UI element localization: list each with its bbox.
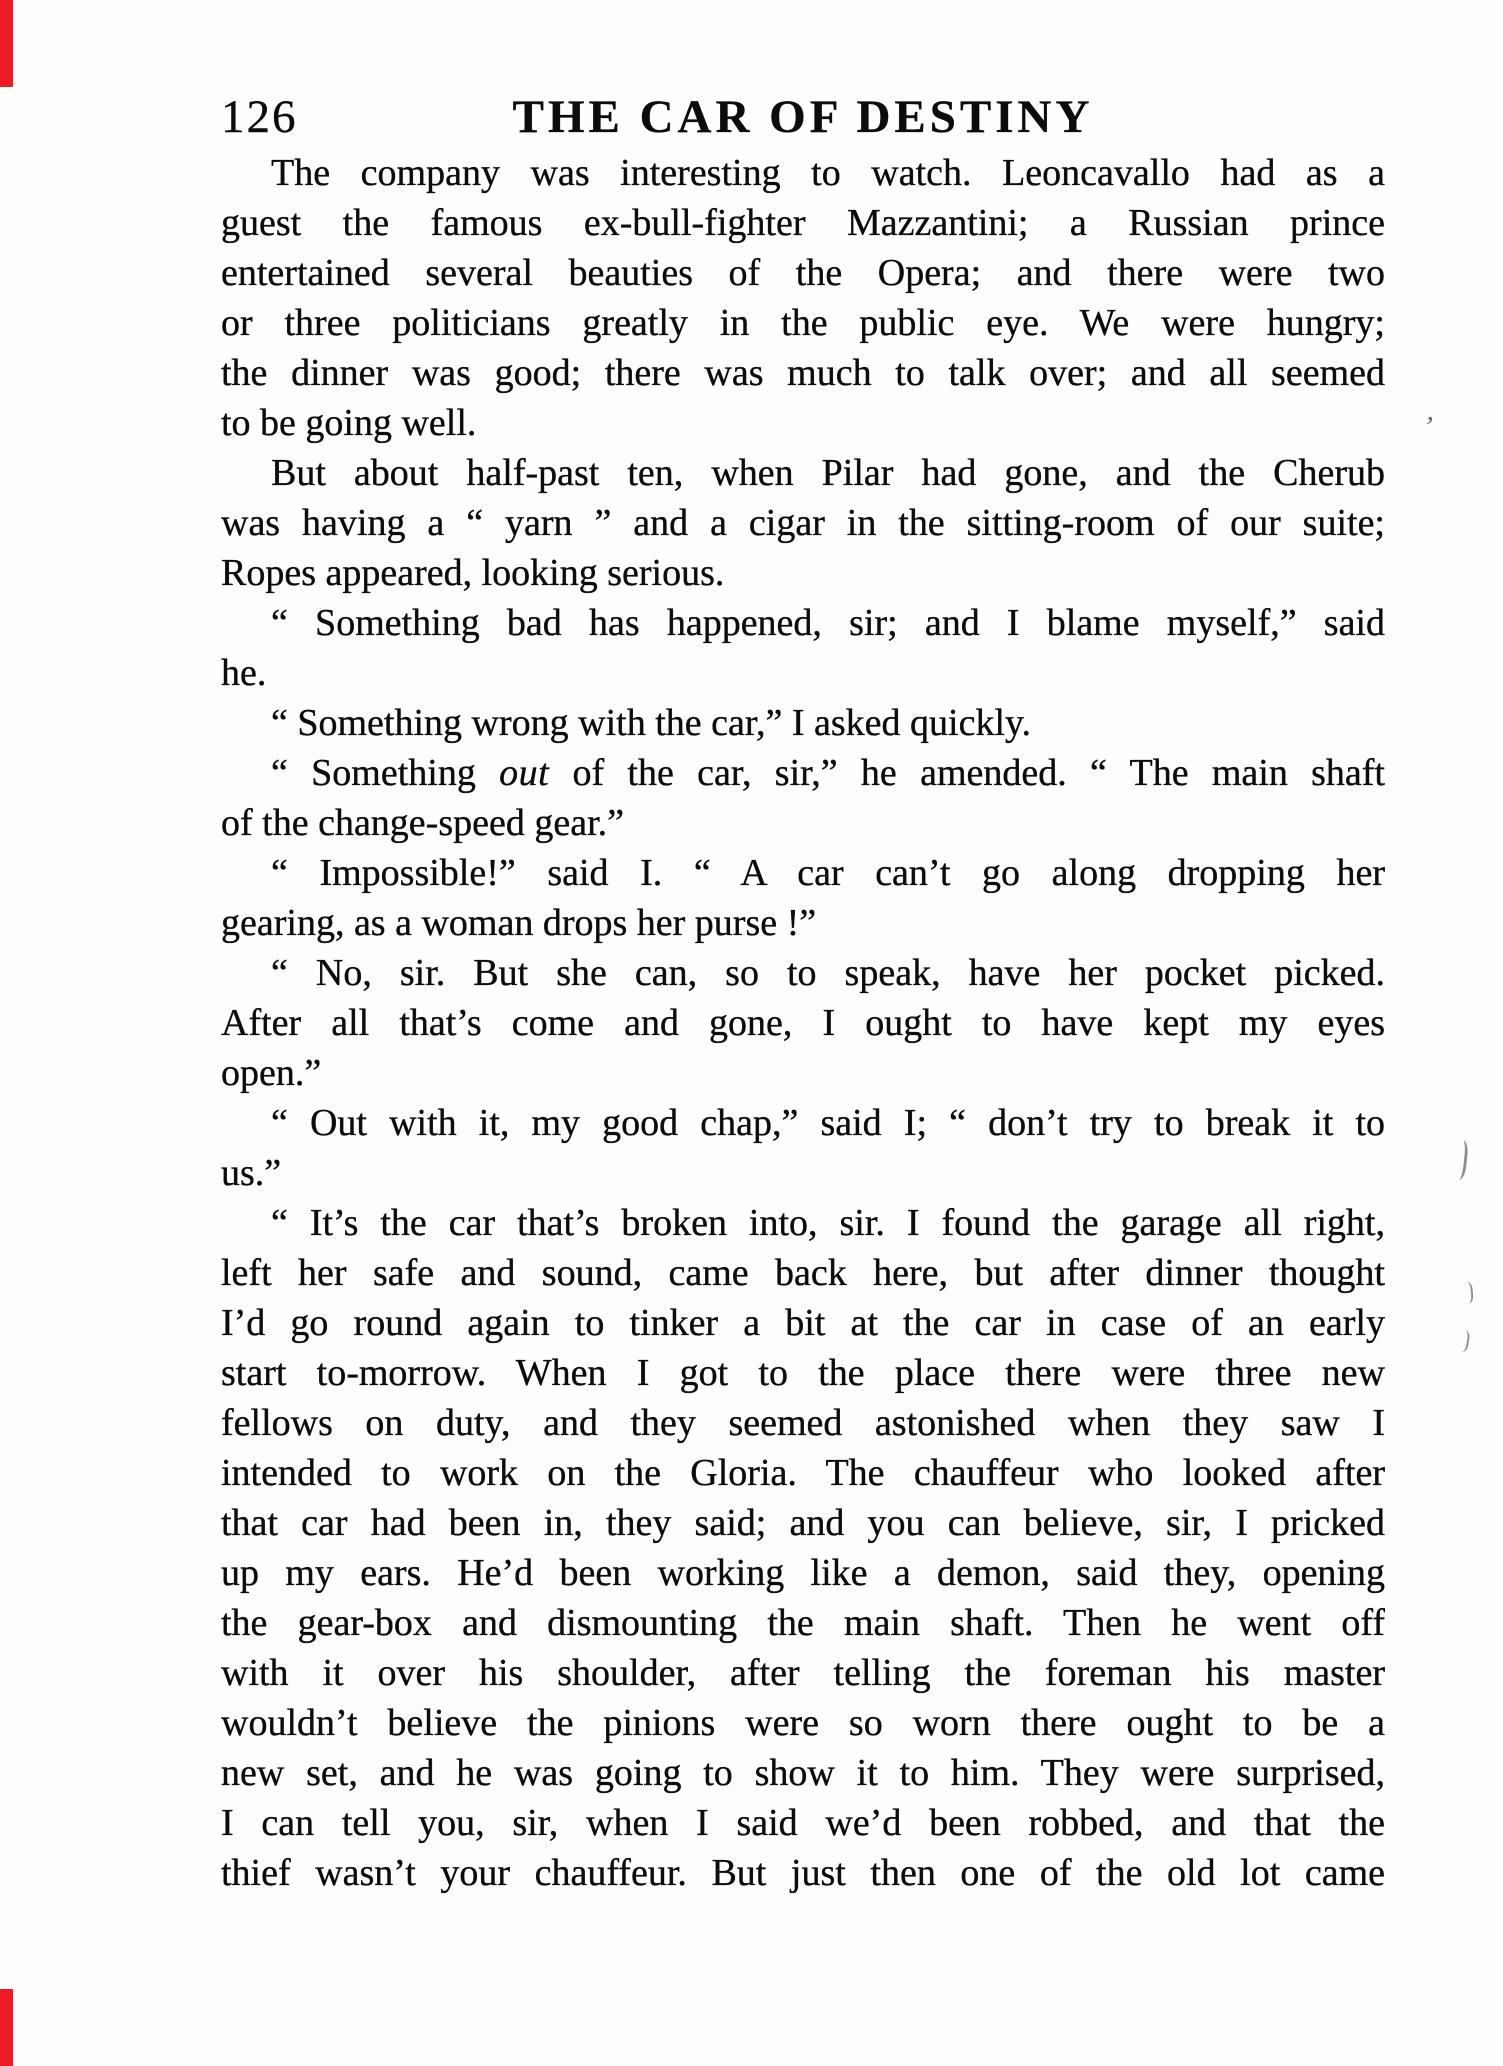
text-line: start to-morrow. When I got to the place there were three new	[221, 1352, 1385, 1394]
body-text-block	[221, 148, 1385, 1898]
pen-tick-mark	[1456, 1329, 1470, 1352]
text-line: guest the famous ex-bull-fighter Mazzantini; a Russian prince	[221, 202, 1385, 244]
page-title: THE CAR OF DESTINY	[512, 91, 1094, 143]
pen-tick-mark	[1461, 1282, 1474, 1305]
scan-edge-red-strip-bottom	[0, 1989, 13, 2066]
text-line: The company was interesting to watch. Leoncavallo had as a	[271, 152, 1385, 194]
text-line: “ Something bad has happened, sir; and I blame myself,” said	[271, 602, 1385, 644]
text-line: Ropes appeared, looking serious.	[221, 552, 725, 594]
text-line: us.”	[221, 1152, 282, 1194]
text-line: that car had been in, they said; and you can believe, sir, I pricked	[221, 1502, 1385, 1544]
text-line: the gear-box and dismounting the main shaft. Then he went off	[221, 1602, 1385, 1644]
text-line: “ No, sir. But she can, so to speak, have her pocket picked.	[271, 952, 1385, 994]
text-line: he.	[221, 652, 267, 694]
text-line: to be going well.	[221, 402, 477, 444]
text-line: fellows on duty, and they seemed astonished when they saw I	[221, 1402, 1385, 1444]
text-line: or three politicians greatly in the public eye. We were hungry;	[221, 302, 1385, 344]
ink-comma-mark: ,	[1425, 393, 1439, 428]
running-header	[221, 91, 1385, 146]
text-line: intended to work on the Gloria. The chauffeur who looked after	[221, 1452, 1385, 1494]
page-number: 126	[221, 91, 298, 143]
text-line: the dinner was good; there was much to talk over; and all seemed	[221, 352, 1385, 394]
text-line: After all that’s come and gone, I ought to have kept my eyes	[221, 1002, 1385, 1044]
text-line: left her safe and sound, came back here, but after dinner thought	[221, 1252, 1385, 1294]
text-line: new set, and he was going to show it to him. They were surprised,	[221, 1752, 1385, 1794]
text-line: with it over his shoulder, after telling the foreman his master	[221, 1652, 1385, 1694]
text-line: “ It’s the car that’s broken into, sir. I found the garage all right,	[271, 1202, 1385, 1244]
text-line: wouldn’t believe the pinions were so worn there ought to be a	[221, 1702, 1385, 1744]
text-line: “ Something out of the car, sir,” he amended. “ The main shaft	[271, 752, 1385, 794]
text-line: gearing, as a woman drops her purse !”	[221, 902, 817, 944]
pen-squiggle-mark	[1453, 1139, 1469, 1180]
text-line: was having a “ yarn ” and a cigar in the sitting-room of our suite;	[221, 502, 1385, 544]
text-line: “ Out with it, my good chap,” said I; “ don’t try to break it to	[271, 1102, 1385, 1144]
text-line: up my ears. He’d been working like a demon, said they, opening	[221, 1552, 1385, 1594]
text-line: “ Impossible!” said I. “ A car can’t go along dropping her	[271, 852, 1385, 894]
scan-edge-red-strip-top	[0, 0, 13, 87]
text-line: of the change-speed gear.”	[221, 802, 625, 844]
text-line: entertained several beauties of the Opera; and there were two	[221, 252, 1385, 294]
text-line: I’d go round again to tinker a bit at the car in case of an early	[221, 1302, 1385, 1344]
text-line: thief wasn’t your chauffeur. But just then one of the old lot came	[221, 1852, 1385, 1894]
text-line: I can tell you, sir, when I said we’d been robbed, and that the	[221, 1802, 1385, 1844]
text-line: But about half-past ten, when Pilar had gone, and the Cherub	[271, 452, 1385, 494]
text-line: open.”	[221, 1052, 322, 1094]
text-line: “ Something wrong with the car,” I asked quickly.	[271, 702, 1032, 744]
